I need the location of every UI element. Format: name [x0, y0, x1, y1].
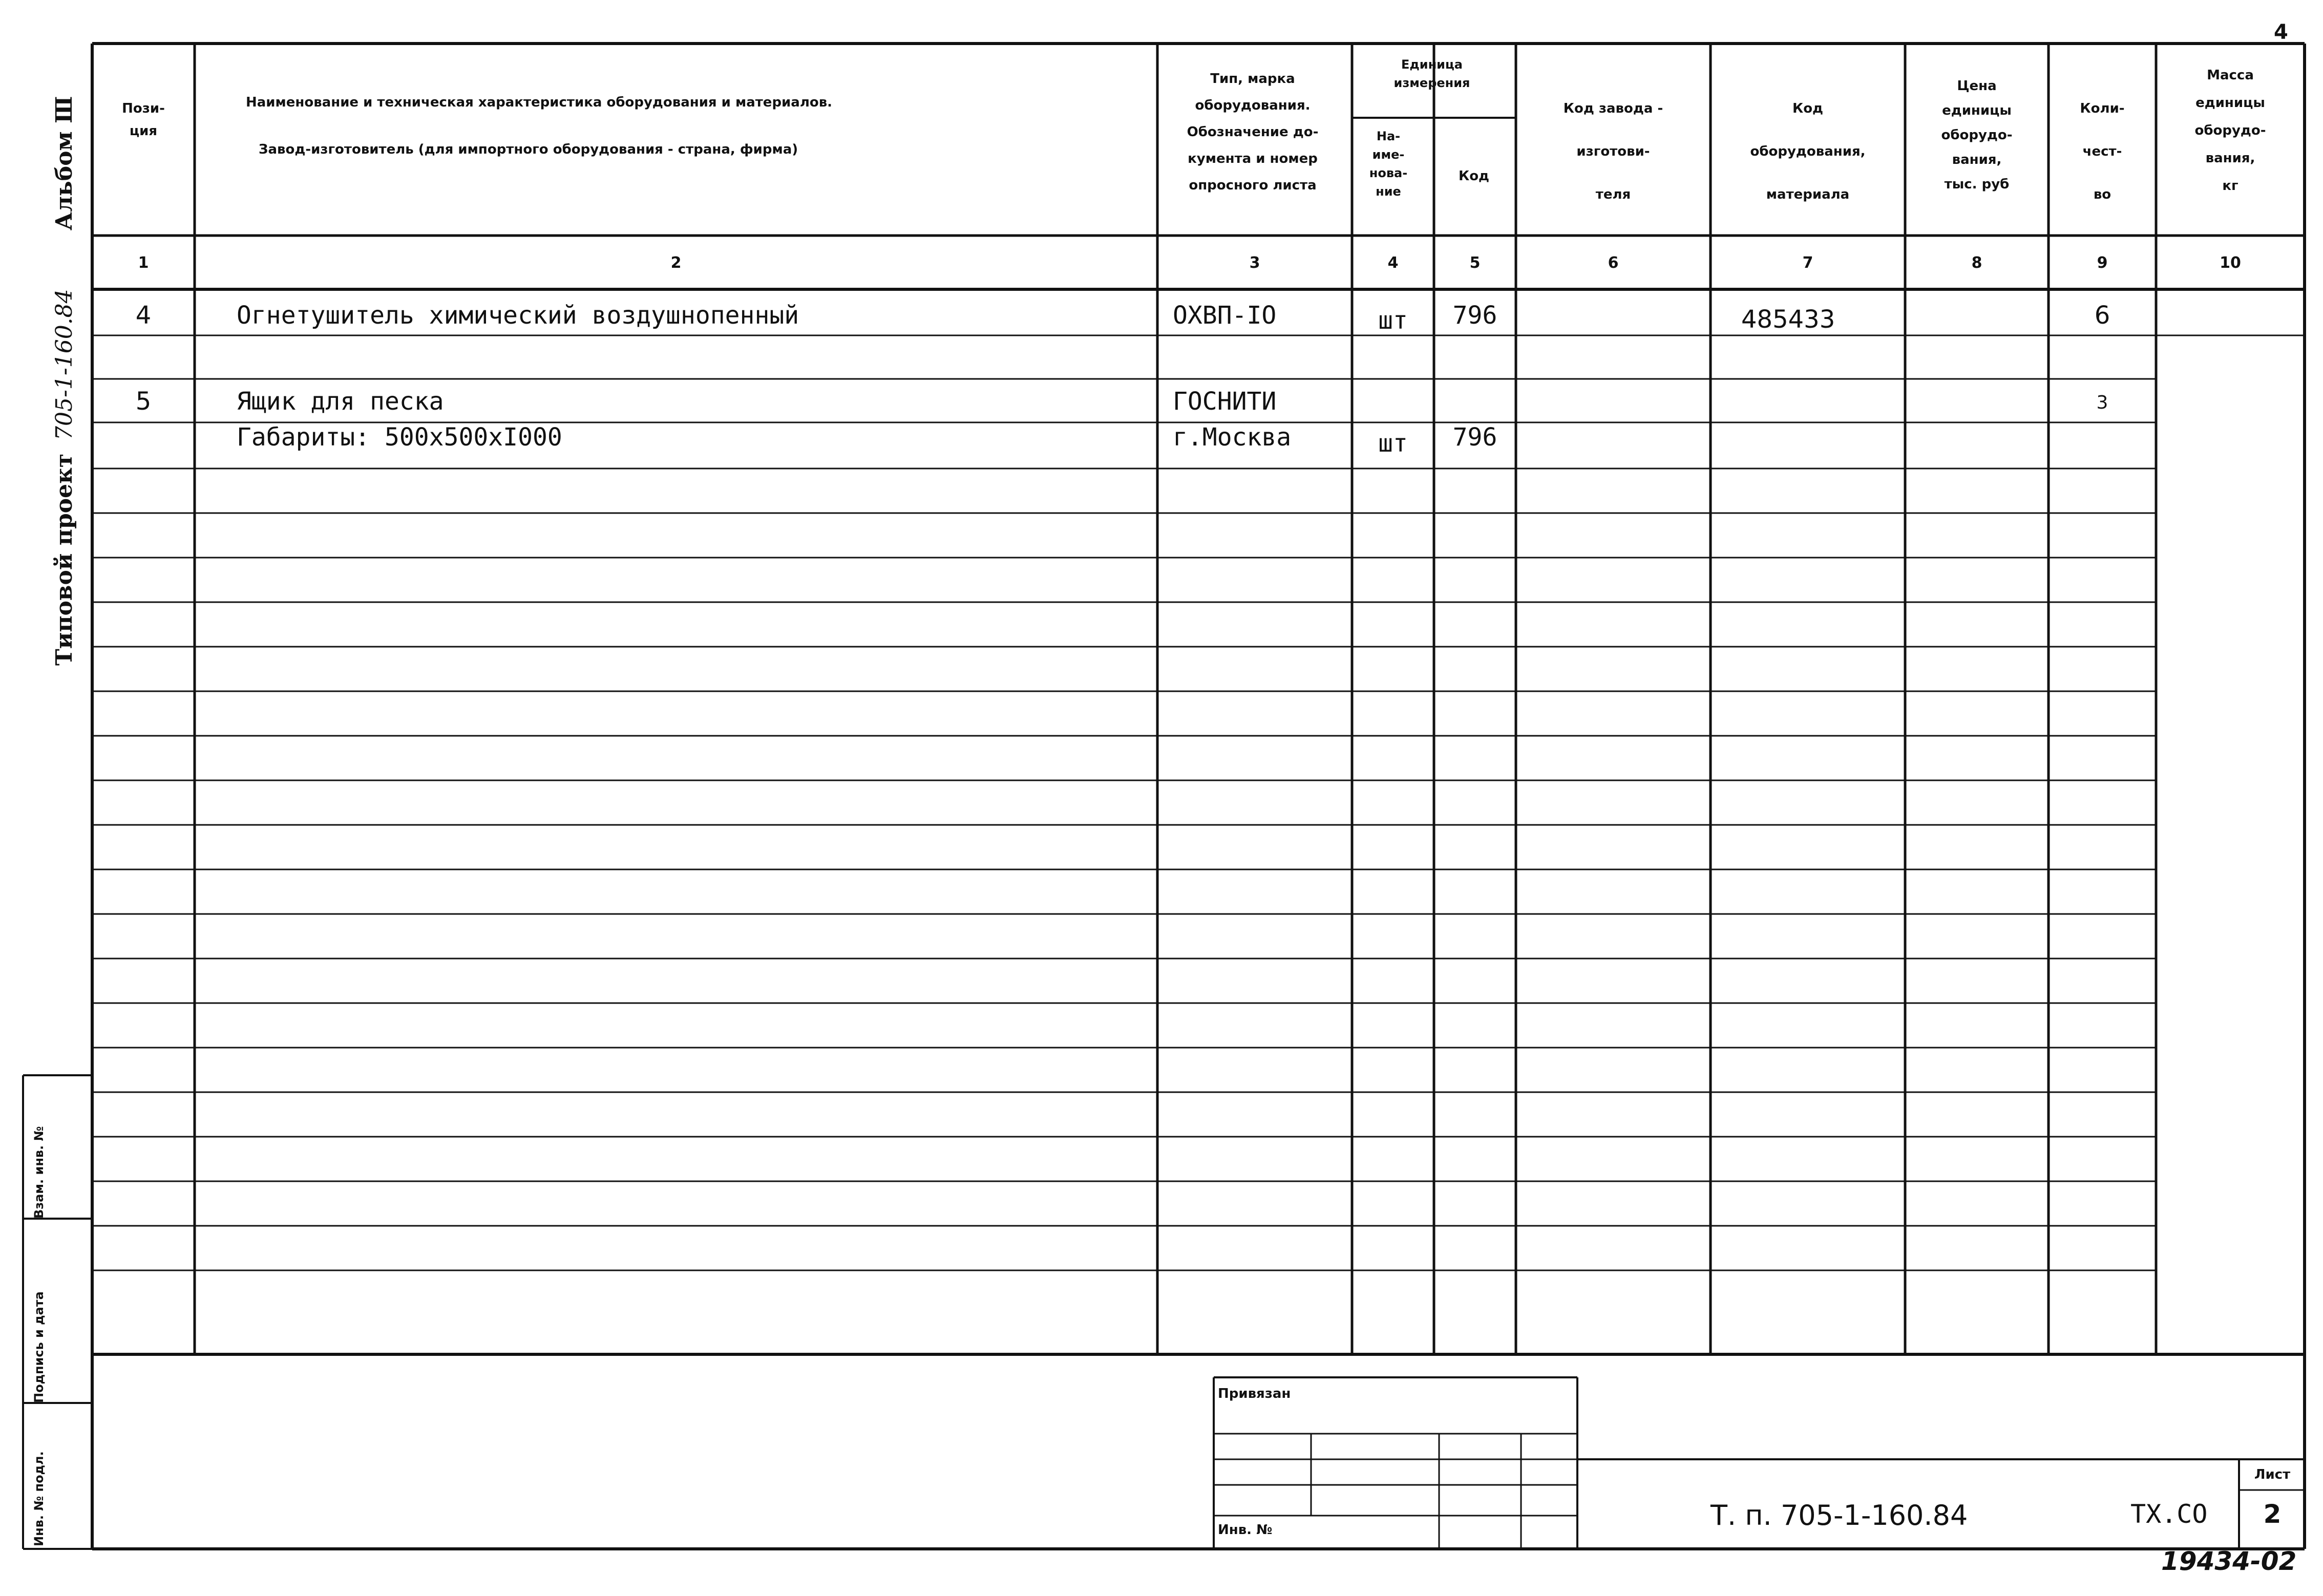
sheet-corner-number: 4 [2274, 20, 2288, 44]
sheet-label: Лист [2254, 1467, 2291, 1482]
header-unit-name: На- име- нова- ние [1369, 129, 1408, 199]
row1-qty: 6 [2094, 301, 2110, 330]
project-code-label: 705-1-160.84 [51, 289, 77, 440]
header-name: Наименование и техническая характеристика оборудования и материалов. [246, 95, 833, 110]
colnum-9: 9 [2097, 254, 2108, 272]
stamp-orig-inv: Инв. № подл. [32, 1451, 46, 1546]
row2-type: ГОСНИТИ [1173, 387, 1277, 416]
doc-mark: ТХ.СО [2130, 1499, 2208, 1529]
row3-unit-code: 796 [1452, 423, 1497, 452]
header-maker-code: Код завода - изготови- теля [1563, 101, 1663, 202]
colnum-5: 5 [1469, 254, 1481, 272]
row2-name: Ящик для песка [237, 387, 444, 416]
stamp-replace-inv: Взам. инв. № [32, 1126, 46, 1219]
album-label: Альбом Ⅲ [51, 96, 77, 230]
header-equip-code: Код оборудования, материала [1750, 101, 1866, 202]
colnum-3: 3 [1249, 254, 1260, 272]
inv-label: Инв. № [1218, 1522, 1273, 1538]
row3-type: г.Москва [1173, 423, 1292, 452]
colnum-6: 6 [1608, 254, 1619, 272]
row1-equip-code: 485433 [1741, 305, 1835, 334]
header-type: Тип, марка оборудования. Обозначение до- кумента и номер опросного листа [1187, 71, 1319, 193]
header-mass: Масса единицы оборудо- вания, кг [2194, 68, 2266, 194]
row1-name: Огнетушитель химический воздушнопенный [237, 301, 799, 330]
header-unit-code: Код [1458, 168, 1490, 184]
row2-qty: 3 [2096, 392, 2108, 413]
doc-code: Т. п. 705-1-160.84 [1710, 1499, 1968, 1531]
linked-label: Привязан [1218, 1386, 1291, 1401]
row3-unit-name: шт [1378, 429, 1408, 458]
colnum-2: 2 [670, 254, 682, 272]
sheet-number: 2 [2263, 1499, 2282, 1529]
colnum-10: 10 [2220, 254, 2241, 272]
row1-unit-code: 796 [1452, 301, 1497, 330]
header-price: Цена единицы оборудо- вания, тыс. руб [1941, 78, 2013, 192]
row3-name: Габариты: 500х500хI000 [237, 423, 562, 452]
header-unit-group: Единица измерения [1393, 57, 1470, 90]
colnum-7: 7 [1802, 254, 1813, 272]
row1-position: 4 [135, 301, 152, 330]
row1-type: ОХВП-IO [1173, 301, 1277, 330]
row2-position: 5 [135, 387, 152, 416]
colnum-4: 4 [1387, 254, 1399, 272]
colnum-1: 1 [138, 254, 149, 272]
header-manufacturer: Завод-изготовитель (для импортного оборудования - страна, фирма) [259, 142, 798, 157]
row1-unit-name: шт [1378, 306, 1408, 335]
colnum-8: 8 [1971, 254, 1982, 272]
stamp-sign-date: Подпись и дата [32, 1291, 46, 1403]
archive-number: 19434-02 [2161, 1546, 2297, 1576]
header-qty: Коли- чест- во [2080, 101, 2125, 202]
header-position: Пози- ция [122, 101, 165, 139]
project-type-label: Типовой проект [51, 453, 77, 666]
